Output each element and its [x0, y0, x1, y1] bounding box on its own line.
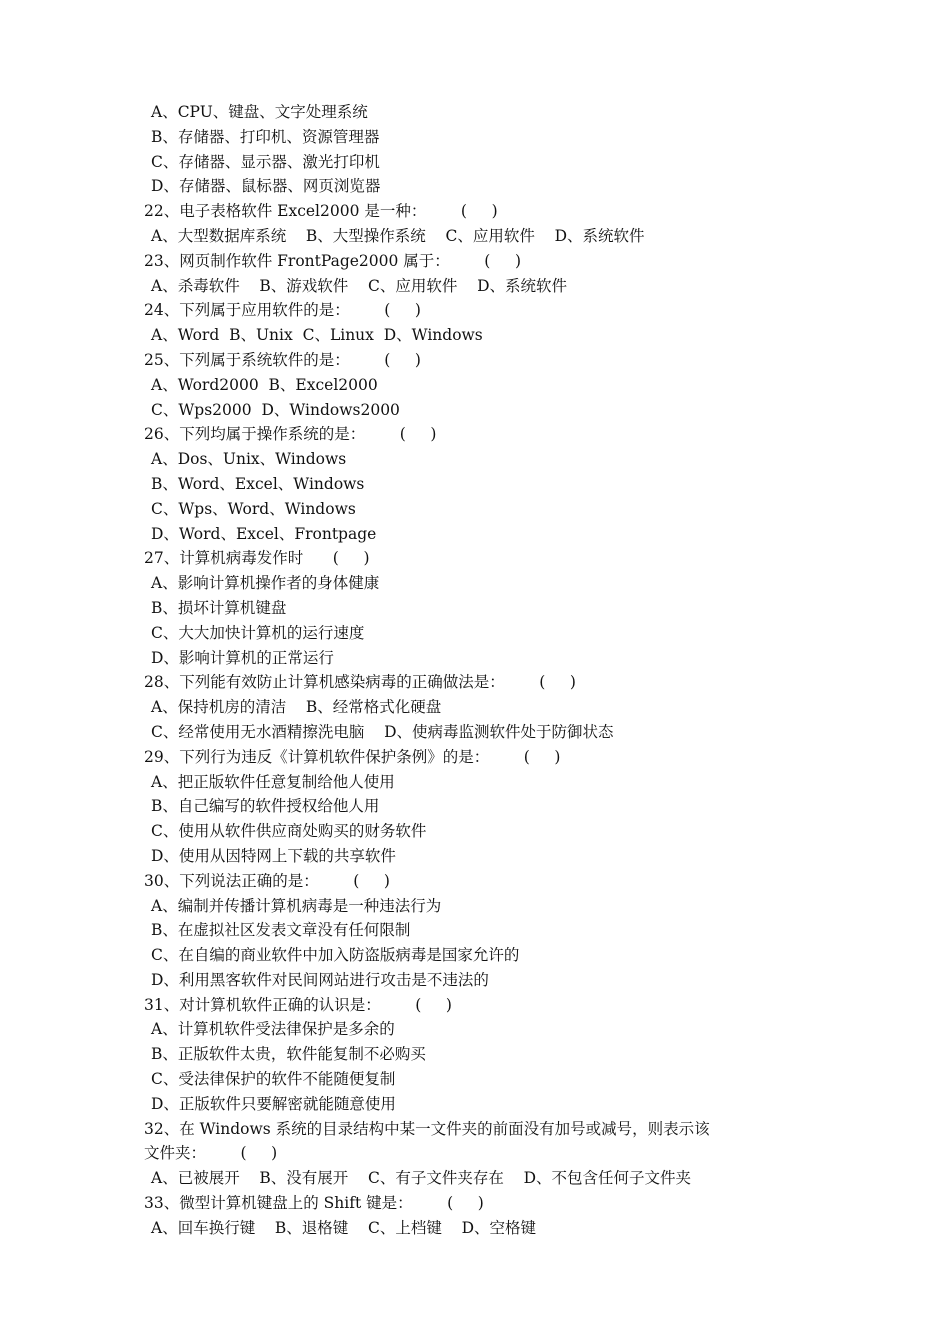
answer-option-line: D、存储器、鼠标器、网页浏览器 — [151, 177, 381, 196]
question-line: 24、下列属于应用软件的是： ( ) — [144, 301, 421, 320]
answer-option-line: C、在自编的商业软件中加入防盗版病毒是国家允许的 — [151, 946, 520, 965]
answer-option-line: D、正版软件只要解密就能随意使用 — [151, 1094, 396, 1113]
answer-option-line: B、在虚拟社区发表文章没有任何限制 — [151, 921, 411, 940]
answer-option-line: D、影响计算机的正常运行 — [151, 648, 334, 667]
answer-option-line: A、把正版软件任意复制给他人使用 — [151, 772, 395, 791]
answer-option-line: A、Word2000 B、Excel2000 — [151, 375, 378, 394]
answer-option-line: C、Wps、Word、Windows — [151, 499, 356, 518]
answer-option-line: D、使用从因特网上下载的共享软件 — [151, 846, 396, 865]
answer-option-line: D、Word、Excel、Frontpage — [151, 524, 377, 543]
answer-option-line: C、使用从软件供应商处购买的财务软件 — [151, 822, 427, 841]
answer-option-line: A、CPU、键盘、文字处理系统 — [151, 103, 368, 121]
answer-option-line: A、已被展开 B、没有展开 C、有子文件夹存在 D、不包含任何子文件夹 — [151, 1169, 691, 1188]
answer-option-line: A、回车换行键 B、退格键 C、上档键 D、空格键 — [151, 1218, 536, 1237]
question-line: 30、下列说法正确的是： ( ) — [144, 871, 390, 890]
question-line: 28、下列能有效防止计算机感染病毒的正确做法是： ( ) — [144, 673, 576, 692]
question-line: 32、在 Windows 系统的目录结构中某一文件夹的前面没有加号或减号，则表示该 — [144, 1119, 710, 1138]
answer-option-line: C、存储器、显示器、激光打印机 — [151, 152, 380, 171]
answer-option-line: A、Word B、Unix C、Linux D、Windows — [151, 326, 483, 345]
question-list — [144, 100, 744, 1241]
answer-option-line: A、编制并传播计算机病毒是一种违法行为 — [151, 896, 442, 915]
answer-option-line: A、影响计算机操作者的身体健康 — [151, 574, 380, 593]
answer-option-line: B、损坏计算机键盘 — [151, 598, 287, 617]
answer-option-line: C、经常使用无水酒精擦洗电脑 D、使病毒监测软件处于防御状态 — [151, 722, 614, 741]
answer-option-line: B、自己编写的软件授权给他人用 — [151, 797, 380, 816]
question-line: 26、下列均属于操作系统的是： ( ) — [144, 425, 437, 444]
question-line: 文件夹： ( ) — [144, 1144, 278, 1163]
question-line: 33、微型计算机键盘上的 Shift 键是： ( ) — [144, 1194, 484, 1213]
answer-option-line: C、大大加快计算机的运行速度 — [151, 623, 365, 642]
answer-option-line: D、利用黑客软件对民间网站进行攻击是不违法的 — [151, 970, 489, 989]
question-line: 31、对计算机软件正确的认识是： ( ) — [144, 995, 452, 1014]
answer-option-line: B、存储器、打印机、资源管理器 — [151, 127, 380, 146]
answer-option-line: B、正版软件太贵，软件能复制不必购买 — [151, 1045, 426, 1064]
question-line: 29、下列行为违反《计算机软件保护条例》的是： ( ) — [144, 747, 561, 766]
answer-option-line: C、Wps2000 D、Windows2000 — [151, 400, 400, 419]
question-line: 25、下列属于系统软件的是： ( ) — [144, 350, 421, 369]
answer-option-line: C、受法律保护的软件不能随便复制 — [151, 1070, 396, 1089]
answer-option-line: A、大型数据库系统 B、大型操作系统 C、应用软件 D、系统软件 — [151, 226, 645, 245]
answer-option-line: A、保持机房的清洁 B、经常格式化硬盘 — [151, 698, 442, 717]
answer-option-line: A、Dos、Unix、Windows — [151, 450, 347, 469]
question-line: 22、电子表格软件 Excel2000 是一种： ( ) — [144, 202, 498, 221]
question-line: 23、网页制作软件 FrontPage2000 属于： ( ) — [144, 251, 522, 270]
question-line: 27、计算机病毒发作时 ( ) — [144, 549, 370, 568]
answer-option-line: A、计算机软件受法律保护是多余的 — [151, 1020, 395, 1039]
answer-option-line: B、Word、Excel、Windows — [151, 474, 365, 493]
answer-option-line: A、杀毒软件 B、游戏软件 C、应用软件 D、系统软件 — [151, 276, 567, 295]
